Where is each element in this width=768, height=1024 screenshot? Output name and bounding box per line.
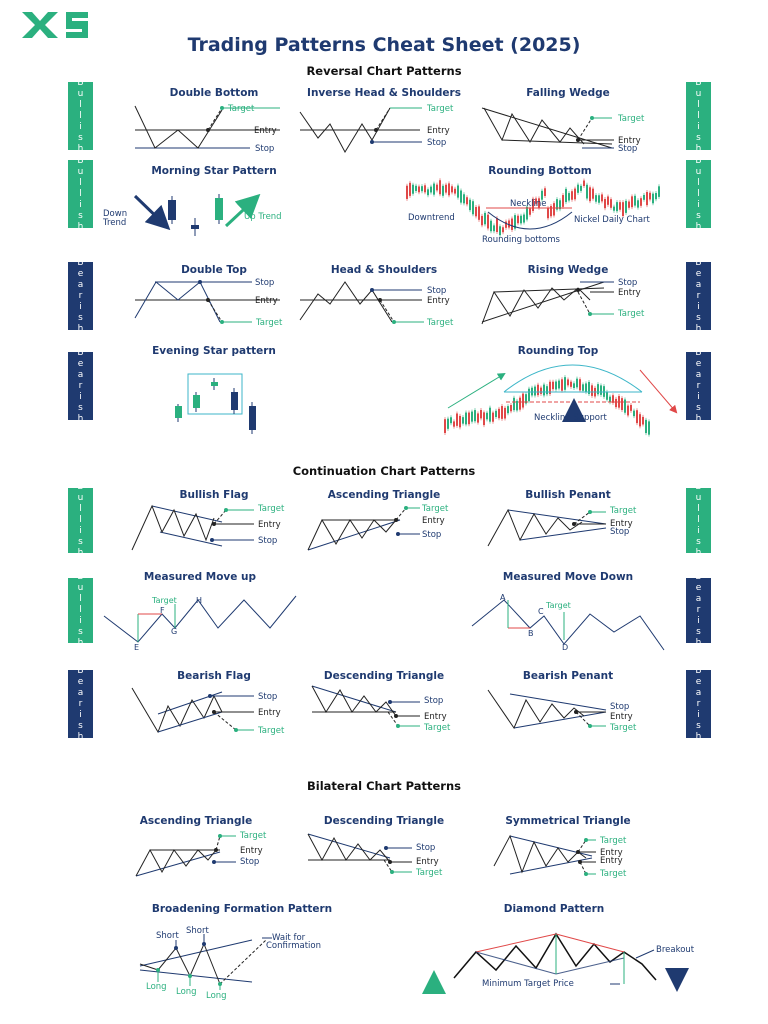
candle xyxy=(649,193,651,200)
candle xyxy=(492,413,494,422)
candle xyxy=(552,382,554,389)
candle xyxy=(564,377,566,390)
candle xyxy=(633,411,635,417)
stop-label: Stop xyxy=(258,536,278,546)
candle xyxy=(621,398,623,410)
candle xyxy=(424,185,426,192)
pattern-title-rounding-top: Rounding Top xyxy=(517,345,599,357)
pattern-title-ascending-triangle: Ascending Triangle xyxy=(327,489,441,501)
candle xyxy=(561,379,563,390)
pattern-title-broadening-formation: Broadening Formation Pattern xyxy=(151,903,333,915)
candle xyxy=(457,186,459,198)
badge-bullish: B u l l i s h xyxy=(68,488,93,553)
measured-down-target-label: Target xyxy=(546,601,571,610)
candle xyxy=(448,183,450,195)
stop-label: Stop xyxy=(255,144,275,154)
entry-label: Entry xyxy=(427,296,450,306)
candle xyxy=(627,406,629,416)
candle xyxy=(462,417,464,424)
candle xyxy=(507,406,509,413)
pattern-title-bullish-flag: Bullish Flag xyxy=(179,489,249,501)
candle xyxy=(442,186,444,196)
pattern-title-morning-star: Morning Star Pattern xyxy=(151,165,277,177)
breakout-label: Breakout xyxy=(656,945,695,955)
candle xyxy=(640,198,642,206)
candle xyxy=(409,183,411,196)
candle xyxy=(468,413,470,425)
entry-label: Entry xyxy=(258,708,281,718)
candle xyxy=(463,194,465,203)
candle xyxy=(475,207,477,216)
candle xyxy=(534,387,536,396)
candle xyxy=(513,398,515,410)
measured-up-point-g: G xyxy=(171,627,178,636)
minimum-target-price-label: Minimum Target Price xyxy=(482,979,574,989)
candle xyxy=(528,389,530,402)
candle xyxy=(459,416,461,427)
descending-triangle-diagram xyxy=(312,686,420,726)
candle xyxy=(483,412,485,425)
short-label: Short xyxy=(156,931,179,941)
badge-bearish: B e a r i s h xyxy=(68,670,93,738)
pattern-title-evening-star: Evening Star pattern xyxy=(152,345,276,357)
candle xyxy=(421,186,423,191)
long-label: Long xyxy=(206,991,227,1001)
candle xyxy=(601,194,603,201)
candle xyxy=(606,392,608,400)
candle xyxy=(646,192,648,205)
candle xyxy=(543,385,545,396)
candle xyxy=(540,388,542,394)
inverse-head-shoulders-diagram xyxy=(300,108,422,152)
candle xyxy=(585,383,587,392)
candle xyxy=(474,410,476,421)
entry-label: Entry xyxy=(618,136,641,146)
entry-label: Entry xyxy=(427,126,450,136)
candle xyxy=(610,199,612,208)
pattern-title-measured-move-up: Measured Move up xyxy=(143,571,257,583)
badge-bearish: B e a r i s h xyxy=(68,352,93,420)
candle xyxy=(490,221,492,231)
entry-label: Entry xyxy=(240,846,263,856)
bilateral-descending-triangle-diagram xyxy=(308,834,412,872)
measured-up-point-e: E xyxy=(134,643,140,652)
candle xyxy=(504,408,506,419)
target-label: Target xyxy=(240,831,267,841)
neckline-label: Neckline xyxy=(510,199,547,209)
candle xyxy=(634,196,636,206)
entry-label: Entry xyxy=(618,288,641,298)
candle xyxy=(418,186,420,192)
candle xyxy=(600,385,602,394)
candle xyxy=(574,189,576,200)
stop-label: Stop xyxy=(422,530,442,540)
candle xyxy=(460,190,462,202)
candle xyxy=(444,419,446,433)
badge-bullish: B u l l i s h xyxy=(686,82,711,150)
candle xyxy=(439,180,441,194)
measured-up-point-f: F xyxy=(160,606,165,615)
candle xyxy=(618,396,620,408)
candle xyxy=(631,196,633,207)
candle xyxy=(580,186,582,191)
candle xyxy=(546,386,548,394)
candle xyxy=(619,202,621,210)
bearish-flag-diagram xyxy=(132,676,254,732)
candle xyxy=(570,382,572,387)
stop-label: Stop xyxy=(610,702,630,712)
candle xyxy=(430,187,432,193)
candle xyxy=(607,196,609,204)
candle xyxy=(522,394,524,408)
candle xyxy=(466,197,468,204)
candle xyxy=(519,398,521,410)
candle xyxy=(589,187,591,201)
stop-label: Stop xyxy=(618,278,638,288)
candle xyxy=(639,414,641,426)
bullish-penant-diagram xyxy=(488,510,606,546)
candle xyxy=(481,216,483,225)
pattern-title-diamond: Diamond Pattern xyxy=(503,903,605,915)
candle xyxy=(501,406,503,419)
page-title: Trading Patterns Cheat Sheet (2025) xyxy=(187,34,581,56)
candle xyxy=(576,379,578,388)
measured-up-point-h: H xyxy=(196,596,203,605)
wait-confirmation-label: Confirmation xyxy=(266,941,321,951)
badge-bearish: B e a r i s h xyxy=(686,352,711,420)
candle xyxy=(625,201,627,213)
badge-bullish: B u l l i s h xyxy=(68,82,93,150)
symmetrical-triangle-diagram xyxy=(494,836,596,874)
candle xyxy=(643,195,645,200)
target-label: Target xyxy=(422,504,449,514)
evening-star-diagram xyxy=(175,374,256,434)
candle xyxy=(453,421,455,426)
candle xyxy=(496,218,498,232)
candle xyxy=(636,410,638,423)
badge-bearish: B e a r i s h xyxy=(686,670,711,738)
candle xyxy=(573,383,575,388)
ascending-triangle-diagram xyxy=(308,508,420,550)
candle xyxy=(502,227,504,232)
candle xyxy=(445,185,447,193)
candle xyxy=(469,200,471,210)
candle xyxy=(648,421,650,434)
entry-label: Entry xyxy=(254,126,277,136)
candle xyxy=(616,202,618,211)
candle xyxy=(609,397,611,403)
candle xyxy=(427,189,429,195)
target-label: Target xyxy=(258,726,285,736)
candle xyxy=(544,188,546,196)
down-trend-label: Trend xyxy=(103,218,127,228)
long-label: Long xyxy=(176,987,197,997)
candle xyxy=(577,185,579,193)
entry-label: Entry xyxy=(610,519,633,529)
candle xyxy=(498,409,500,418)
candle xyxy=(553,203,555,215)
nickel-daily-chart-label: Nickel Daily Chart xyxy=(574,215,650,225)
candle xyxy=(520,216,522,224)
section-title-continuation: Continuation Chart Patterns xyxy=(292,464,476,478)
stop-label: Stop xyxy=(618,144,638,154)
candle xyxy=(547,208,549,218)
up-trend-label: Up Trend xyxy=(244,212,282,222)
head-shoulders-diagram xyxy=(300,282,424,322)
pattern-title-double-top: Double Top xyxy=(181,264,247,276)
candle xyxy=(592,189,594,199)
candle xyxy=(484,213,486,224)
target-label: Target xyxy=(610,506,637,516)
candle xyxy=(595,195,597,202)
badge-bearish: B e a r i s h xyxy=(686,262,711,330)
pattern-title-bearish-penant: Bearish Penant xyxy=(522,670,614,682)
neckline-support-label: Neckline Support xyxy=(534,413,607,423)
down-trend-label: Down xyxy=(103,209,128,219)
pattern-title-falling-wedge: Falling Wedge xyxy=(526,87,610,99)
candle xyxy=(645,420,647,433)
candle xyxy=(471,412,473,422)
candle xyxy=(562,195,564,207)
target-label: Target xyxy=(256,318,283,328)
long-label: Long xyxy=(146,982,167,992)
candle xyxy=(637,200,639,207)
candle xyxy=(652,194,654,204)
candle xyxy=(433,184,435,195)
section-title-bilateral: Bilateral Chart Patterns xyxy=(306,779,462,793)
candle xyxy=(517,216,519,224)
candle xyxy=(412,185,414,194)
target-label: Target xyxy=(600,836,627,846)
candle xyxy=(586,185,588,199)
pattern-title-symmetrical-triangle: Symmetrical Triangle xyxy=(505,815,631,827)
badge-bullish: B u l l i s h xyxy=(68,160,93,228)
pattern-title-descending-triangle: Descending Triangle xyxy=(323,670,445,682)
candle xyxy=(493,225,495,231)
measured-down-point-a: A xyxy=(500,593,506,602)
candle xyxy=(436,185,438,191)
stop-label: Stop xyxy=(610,527,630,537)
pattern-title-head-shoulders: Head & Shoulders xyxy=(330,264,438,276)
pattern-title-bearish-flag: Bearish Flag xyxy=(177,670,251,682)
stop-label: Stop xyxy=(427,286,447,296)
target-label: Target xyxy=(427,104,454,114)
candle xyxy=(624,399,626,412)
target-label: Target xyxy=(258,504,285,514)
candle xyxy=(499,226,501,235)
candle xyxy=(511,219,513,230)
candle xyxy=(615,399,617,407)
candle xyxy=(415,186,417,191)
candle xyxy=(477,413,479,422)
target-label: Target xyxy=(618,309,645,319)
badge-bullish: B u l l i s h xyxy=(686,160,711,228)
target-label: Target xyxy=(618,114,645,124)
candle xyxy=(628,202,630,208)
candle xyxy=(613,207,615,211)
pattern-title-rounding-bottom: Rounding Bottom xyxy=(488,165,592,177)
candle xyxy=(567,379,569,385)
candle xyxy=(447,419,449,429)
rounding-bottoms-label: Rounding bottoms xyxy=(482,235,560,245)
candle xyxy=(523,215,525,223)
candle xyxy=(480,410,482,418)
stop-label: Stop xyxy=(240,857,260,867)
candle xyxy=(505,222,507,228)
entry-label: Entry xyxy=(424,712,447,722)
pattern-title-descending-triangle: Descending Triangle xyxy=(323,815,445,827)
candle xyxy=(510,405,512,411)
rounding-top-candles xyxy=(444,375,650,437)
badge-bearish: B e a r i s h xyxy=(686,578,711,643)
candle xyxy=(658,186,660,197)
measured-up-target-label: Target xyxy=(152,596,177,605)
candle xyxy=(537,385,539,395)
stop-label: Stop xyxy=(258,692,278,702)
pattern-title-inverse-head-shoulders: Inverse Head & Shoulders xyxy=(307,87,461,99)
candle xyxy=(598,195,600,202)
bilateral-ascending-triangle-diagram xyxy=(136,836,236,876)
candle xyxy=(489,408,491,422)
measured-down-point-b: B xyxy=(528,629,534,638)
stop-label: Stop xyxy=(255,278,275,288)
badge-bearish: B e a r i s h xyxy=(68,262,93,330)
measured-down-point-c: C xyxy=(538,607,544,616)
entry-label: Entry xyxy=(258,520,281,530)
entry-label: Entry xyxy=(600,848,623,858)
candle xyxy=(622,202,624,216)
candle xyxy=(655,193,657,199)
candle xyxy=(465,413,467,425)
bearish-penant-diagram xyxy=(488,690,606,728)
candle xyxy=(451,186,453,192)
candle xyxy=(597,384,599,394)
candle xyxy=(568,193,570,200)
entry-label: Entry xyxy=(600,856,623,866)
stop-label: Stop xyxy=(427,138,447,148)
candle xyxy=(612,395,614,403)
target-label: Target xyxy=(610,723,637,733)
downtrend-label: Downtrend xyxy=(408,213,455,223)
target-label: Target xyxy=(416,868,443,878)
target-label: Target xyxy=(600,869,627,879)
candle xyxy=(565,189,567,202)
pattern-title-bullish-penant: Bullish Penant xyxy=(525,489,611,501)
candle xyxy=(495,411,497,417)
falling-wedge-diagram xyxy=(482,108,614,148)
candle xyxy=(529,209,531,215)
candle xyxy=(555,382,557,390)
candle xyxy=(472,201,474,214)
morning-star-diagram xyxy=(135,194,256,236)
candle xyxy=(591,385,593,396)
entry-label: Entry xyxy=(610,712,633,722)
candle xyxy=(486,413,488,420)
candle xyxy=(583,181,585,187)
wait-confirmation-label: Wait for xyxy=(272,933,306,943)
pattern-title-measured-move-down: Measured Move Down xyxy=(502,571,634,583)
candle xyxy=(450,417,452,423)
candle xyxy=(642,417,644,425)
pattern-title-rising-wedge: Rising Wedge xyxy=(527,264,609,276)
entry-label: Entry xyxy=(416,857,439,867)
candle xyxy=(558,381,560,389)
entry-label: Entry xyxy=(255,296,278,306)
candle xyxy=(582,384,584,390)
stop-label: Stop xyxy=(424,696,444,706)
candle xyxy=(630,405,632,411)
candle xyxy=(604,199,606,208)
candle xyxy=(454,189,456,194)
measured-down-point-d: D xyxy=(562,643,569,652)
pattern-title-double-bottom: Double Bottom xyxy=(169,87,259,99)
badge-bullish: B u l l i s h xyxy=(686,488,711,553)
candle xyxy=(456,413,458,425)
section-title-reversal: Reversal Chart Patterns xyxy=(306,64,462,78)
target-label: Target xyxy=(228,104,255,114)
target-label: Target xyxy=(427,318,454,328)
candle xyxy=(487,215,489,229)
pattern-title-ascending-triangle: Ascending Triangle xyxy=(139,815,253,827)
stop-label: Stop xyxy=(416,843,436,853)
candle xyxy=(478,206,480,219)
bullish-flag-diagram xyxy=(132,506,254,550)
candle xyxy=(406,186,408,199)
badge-bullish: B u l l i s h xyxy=(68,578,93,643)
rising-wedge-diagram xyxy=(482,282,614,324)
target-label: Target xyxy=(424,723,451,733)
candle xyxy=(516,401,518,411)
candle xyxy=(571,191,573,200)
candle xyxy=(579,379,581,390)
candle xyxy=(550,206,552,216)
entry-label: Entry xyxy=(422,516,445,526)
short-label: Short xyxy=(186,926,209,936)
